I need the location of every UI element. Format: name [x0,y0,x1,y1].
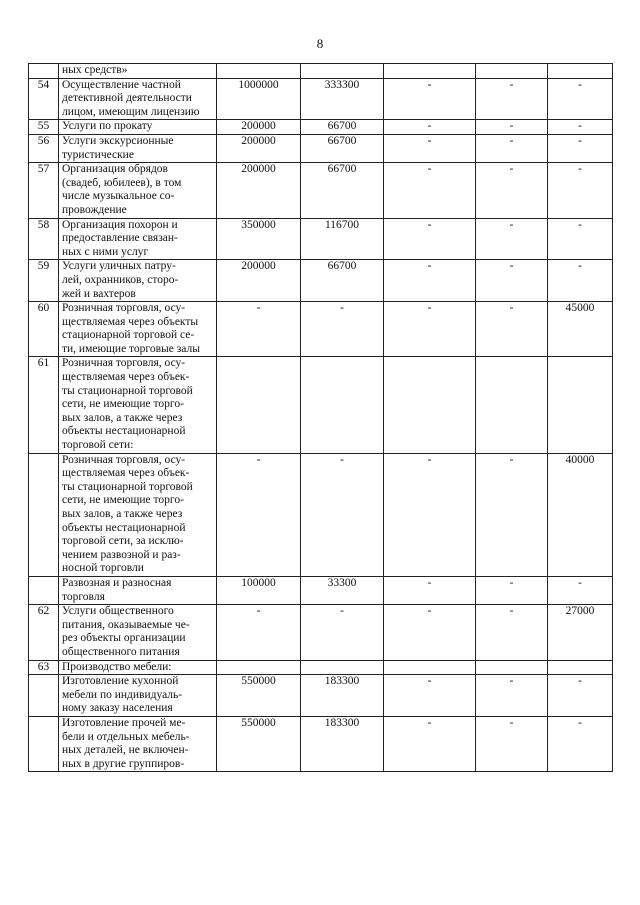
activity-description [59,134,217,162]
row-number [29,576,59,604]
value-cell-5: - [548,120,613,135]
value-cell-4: - [476,302,548,357]
page-number: 8 [316,36,324,51]
value-cell-5 [548,660,613,675]
value-cell-4: - [476,605,548,660]
table-row [29,357,613,453]
table-row [29,675,613,717]
row-number: 58 [29,218,59,260]
value-cell-2: - [301,302,384,357]
description-line: ных в другие группиров- [62,757,185,770]
value-cell-2: - [301,453,384,576]
tariff-table [28,63,613,772]
description-line: рез объекты организации [62,632,186,645]
value-cell-1: - [217,453,301,576]
description-line: торговой сети, за исклю- [62,535,184,548]
value-cell-1: 200000 [217,134,301,162]
description-line: носной торговли [62,562,144,575]
description-line: Услуги общественного [62,605,174,618]
value-cell-2: 66700 [301,120,384,135]
description-line: Производство мебели: [62,660,172,673]
activity-description [59,78,217,120]
value-cell-4: - [476,120,548,135]
value-cell-4: - [476,163,548,218]
activity-description [59,675,217,717]
value-cell-4: - [476,453,548,576]
value-cell-4 [476,660,548,675]
activity-description [59,302,217,357]
value-cell-5: 45000 [548,302,613,357]
description-line: предоставление связан- [62,232,178,245]
value-cell-3 [384,64,476,79]
value-cell-2: 66700 [301,134,384,162]
value-cell-5: - [548,576,613,604]
description-line: лицом, имеющим лицензию [62,105,200,118]
row-number: 56 [29,134,59,162]
description-line: ному заказу населения [62,702,173,715]
activity-description [59,605,217,660]
table-row [29,605,613,660]
table-row [29,218,613,260]
value-cell-2: 116700 [301,218,384,260]
description-line: вых залов, а также через [62,508,183,520]
row-number [29,64,59,79]
table-body [29,64,613,772]
description-line: мебели по индивидуаль- [62,688,183,701]
row-number: 62 [29,605,59,660]
description-line: ных средств» [62,64,128,76]
row-number: 55 [29,120,59,135]
description-line: ты стационарной торговой [62,384,193,397]
description-line: ти, имеющие торговые залы [62,342,200,355]
table-row [29,163,613,218]
value-cell-1: - [217,302,301,357]
description-line: питания, оказываемые че- [62,618,190,631]
table-row [29,660,613,675]
description-line: Розничная торговля, осу- [62,357,186,370]
description-line: ных деталей, не включен- [62,744,189,757]
row-number: 54 [29,78,59,120]
description-line: числе музыкальное со- [62,190,175,203]
value-cell-2 [301,357,384,453]
description-line: Услуги по прокату [62,120,153,133]
value-cell-3: - [384,78,476,120]
value-cell-4: - [476,260,548,302]
description-line: сети, не имеющие торго- [62,398,184,411]
activity-description [59,660,217,675]
description-line: ных с ними услуг [62,245,149,258]
value-cell-2: - [301,605,384,660]
row-number: 63 [29,660,59,675]
description-line: бели и отдельных мебель- [62,730,190,743]
value-cell-5: - [548,134,613,162]
table-row [29,260,613,302]
description-line: общественного питания [62,645,180,658]
row-number [29,675,59,717]
value-cell-5: - [548,716,613,771]
value-cell-3: - [384,605,476,660]
value-cell-3: - [384,134,476,162]
value-cell-5 [548,64,613,79]
description-line: сети, не имеющие торго- [62,494,184,507]
value-cell-3: - [384,675,476,717]
row-number: 59 [29,260,59,302]
description-line: Розничная торговля, осу- [62,302,186,315]
value-cell-4: - [476,576,548,604]
activity-description [59,260,217,302]
activity-description [59,453,217,576]
description-line: Розничная торговля, осу- [62,453,186,466]
description-line: детективной деятельности [62,92,192,105]
activity-description [59,716,217,771]
description-line: торговля [62,590,105,603]
table-row [29,576,613,604]
description-line: объекты нестационарной [62,425,186,438]
description-line: ты стационарной торговой [62,480,193,493]
row-number: 57 [29,163,59,218]
value-cell-4: - [476,78,548,120]
value-cell-5: 40000 [548,453,613,576]
description-line: лей, охранников, сторо- [62,273,179,286]
value-cell-1: 100000 [217,576,301,604]
value-cell-3 [384,357,476,453]
description-line: стационарной торговой се- [62,329,195,342]
value-cell-1: 1000000 [217,78,301,120]
row-number: 61 [29,357,59,453]
activity-description [59,120,217,135]
description-line: ществляемая через объек- [62,467,190,480]
value-cell-5: - [548,163,613,218]
description-line: Осуществление частной [62,78,181,91]
description-line: жей и вахтеров [62,287,136,300]
table-row [29,64,613,79]
value-cell-3: - [384,576,476,604]
value-cell-2: 183300 [301,716,384,771]
value-cell-3: - [384,260,476,302]
value-cell-4: - [476,716,548,771]
value-cell-5: - [548,218,613,260]
row-number: 60 [29,302,59,357]
value-cell-2: 33300 [301,576,384,604]
description-line: туристические [62,148,134,161]
value-cell-2: 66700 [301,163,384,218]
value-cell-1: 350000 [217,218,301,260]
description-line: Организация обрядов [62,163,168,176]
activity-description [59,163,217,218]
description-line: (свадеб, юбилеев), в том [62,176,182,189]
value-cell-4: - [476,675,548,717]
description-line: ществляемая через объекты [62,315,199,328]
description-line: Услуги уличных патру- [62,260,176,273]
value-cell-2: 66700 [301,260,384,302]
activity-description [59,64,217,79]
value-cell-5: 27000 [548,605,613,660]
value-cell-1 [217,64,301,79]
value-cell-1: 200000 [217,260,301,302]
table-row [29,453,613,576]
description-line: Развозная и разносная [62,576,172,589]
description-line: Организация похорон и [62,218,178,231]
description-line: Услуги экскурсионные [62,134,174,147]
description-line: вых залов, а также через [62,411,183,424]
value-cell-4 [476,357,548,453]
row-number [29,716,59,771]
value-cell-3 [384,660,476,675]
table-row [29,716,613,771]
value-cell-2 [301,660,384,675]
value-cell-5: - [548,675,613,717]
value-cell-1: 200000 [217,163,301,218]
value-cell-2 [301,64,384,79]
activity-description [59,357,217,453]
value-cell-1: 550000 [217,716,301,771]
value-cell-5: - [548,260,613,302]
value-cell-1: 550000 [217,675,301,717]
activity-description [59,576,217,604]
value-cell-3: - [384,716,476,771]
value-cell-1: - [217,605,301,660]
description-line: торговой сети: [62,439,134,452]
row-number [29,453,59,576]
value-cell-1 [217,357,301,453]
value-cell-4 [476,64,548,79]
table-row [29,120,613,135]
activity-description [59,218,217,260]
description-line: Изготовление прочей ме- [62,716,186,729]
value-cell-4: - [476,134,548,162]
value-cell-1: 200000 [217,120,301,135]
description-line: объекты нестационарной [62,521,186,534]
table-row [29,78,613,120]
value-cell-5: - [548,78,613,120]
value-cell-5 [548,357,613,453]
value-cell-3: - [384,302,476,357]
description-line: ществляемая через объек- [62,371,190,384]
description-line: Изготовление кухонной [62,675,179,688]
table-row [29,134,613,162]
value-cell-4: - [476,218,548,260]
value-cell-2: 183300 [301,675,384,717]
value-cell-1 [217,660,301,675]
value-cell-3: - [384,218,476,260]
table-row [29,302,613,357]
description-line: провождение [62,203,127,216]
value-cell-3: - [384,163,476,218]
description-line: чением развозной и раз- [62,548,181,561]
value-cell-3: - [384,453,476,576]
value-cell-2: 333300 [301,78,384,120]
value-cell-3: - [384,120,476,135]
